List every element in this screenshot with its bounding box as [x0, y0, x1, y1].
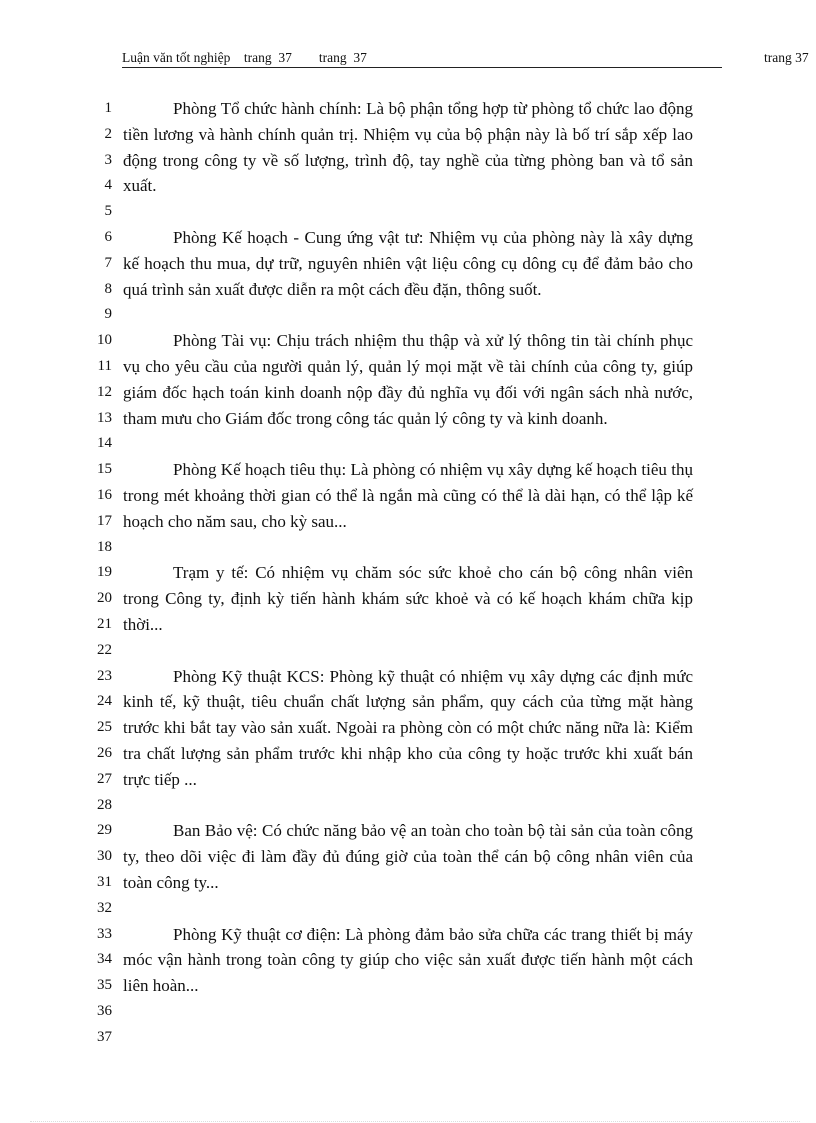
line-number: 15 [97, 461, 112, 478]
line-number: 21 [97, 615, 112, 632]
line-number: 1 [104, 100, 112, 116]
line-number: 31 [97, 873, 112, 890]
line-number: 29 [97, 822, 112, 839]
paragraph-to-chuc-hanh-chinh: Phòng Tổ chức hành chính: Là bộ phận tổng hợp từ phòng tổ chức lao động tiền lương và hành chính quản trị. Nhiệm vụ của bộ phận này là bố trí sắp xếp lao động trong công ty về số lượng, trình độ, tay nghề của từng phòng ban và tổ sản xuất. [123, 99, 693, 196]
running-header-page: trang 37 [764, 50, 809, 65]
line-number: 6 [104, 228, 112, 245]
line-number: 2 [104, 125, 112, 142]
line-number: 28 [97, 796, 112, 813]
line-number: 30 [97, 848, 112, 865]
line-number: 16 [97, 486, 112, 503]
line-number: 7 [104, 254, 112, 271]
line-number: 3 [104, 151, 112, 168]
line-number: 20 [97, 590, 112, 607]
line-number: 27 [97, 770, 112, 787]
paragraph-ban-bao-ve: Ban Bảo vệ: Có chức năng bảo vệ an toàn cho toàn bộ tài sản của toàn công ty, theo dõi việc đi làm đầy đủ đúng giờ của toàn thể cán bộ công nhân viên của toàn công ty... [123, 821, 693, 892]
line-number: 22 [97, 641, 112, 658]
line-number: 4 [104, 177, 112, 194]
line-number: 13 [97, 409, 112, 426]
paragraph-ke-hoach-tieu-thu: Phòng Kế hoạch tiêu thụ: Là phòng có nhiệm vụ xây dựng kế hoạch tiêu thụ trong mét khoảng thời gian có thể là ngắn mà cũng có thể là dài hạn, có thể lập kế hoạch cho năm sau, cho kỳ sau... [123, 460, 693, 531]
line-number: 36 [97, 1002, 112, 1019]
line-number: 24 [97, 693, 112, 710]
paragraph-tram-y-te: Trạm y tế: Có nhiệm vụ chăm sóc sức khoẻ cho cán bộ công nhân viên trong Công ty, định kỳ tiến hành khám sức khoẻ và có kế hoạch khám chữa kịp thời... [123, 563, 693, 634]
line-number: 14 [97, 435, 112, 452]
line-number: 37 [97, 1028, 112, 1045]
line-number: 10 [97, 332, 112, 349]
line-number: 26 [97, 744, 112, 761]
line-number-gutter [84, 96, 112, 1050]
line-number: 17 [97, 512, 112, 529]
document-body [123, 96, 693, 1025]
page-bottom-divider [30, 1121, 800, 1122]
line-number: 8 [104, 280, 112, 297]
line-number: 5 [104, 203, 112, 220]
line-number: 35 [97, 977, 112, 994]
line-number: 19 [97, 564, 112, 581]
line-number: 33 [97, 925, 112, 942]
line-number: 9 [104, 306, 112, 323]
line-number: 12 [97, 383, 112, 400]
running-header-left: Luận văn tốt nghiệp trang 37 trang 37 [122, 50, 722, 68]
paragraph-ke-hoach-cung-ung: Phòng Kế hoạch - Cung ứng vật tư: Nhiệm vụ của phòng này là xây dựng kế hoạch thu mua, dự trữ, nguyên nhiên vật liệu công cụ dông cụ để đảm bảo cho quá trình sản xuất được diễn ra một cách đều đặn, thông suốt. [123, 227, 693, 299]
line-number: 23 [97, 667, 112, 684]
line-number: 11 [97, 357, 112, 374]
line-number: 18 [97, 538, 112, 555]
paragraph-tai-vu: Phòng Tài vụ: Chịu trách nhiệm thu thập và xử lý thông tin tài chính phục vụ cho yêu cầu của người quản lý, quản lý mọi mặt về tài chính của công ty, giúp giám đốc hạch toán kinh doanh nộp đầy đủ nghĩa vụ đối với ngân sách nhà nước, tham mưu cho Giám đốc trong công tác quản lý công ty và kinh doanh. [123, 331, 693, 428]
paragraph-ky-thuat-co-dien: Phòng Kỹ thuật cơ điện: Là phòng đảm bảo sửa chữa các trang thiết bị máy móc vận hành trong toàn công ty giúp cho việc sản xuất được tiến hành một cách liên hoàn... [123, 924, 693, 996]
paragraph-ky-thuat-kcs: Phòng Kỹ thuật KCS: Phòng kỹ thuật có nhiệm vụ xây dựng các định mức kinh tế, kỹ thuật, tiêu chuẩn chất lượng sản phẩm, quy cách của từng mặt hàng trước khi bắt tay vào sản xuất. Ngoài ra phòng còn có một chức năng nữa là: Kiểm tra chất lượng sản phẩm trước khi nhập kho của công ty hoặc trước khi xuất bán trực tiếp ... [123, 666, 693, 789]
line-number: 32 [97, 899, 112, 916]
line-number: 34 [97, 951, 112, 968]
line-number: 25 [97, 719, 112, 736]
